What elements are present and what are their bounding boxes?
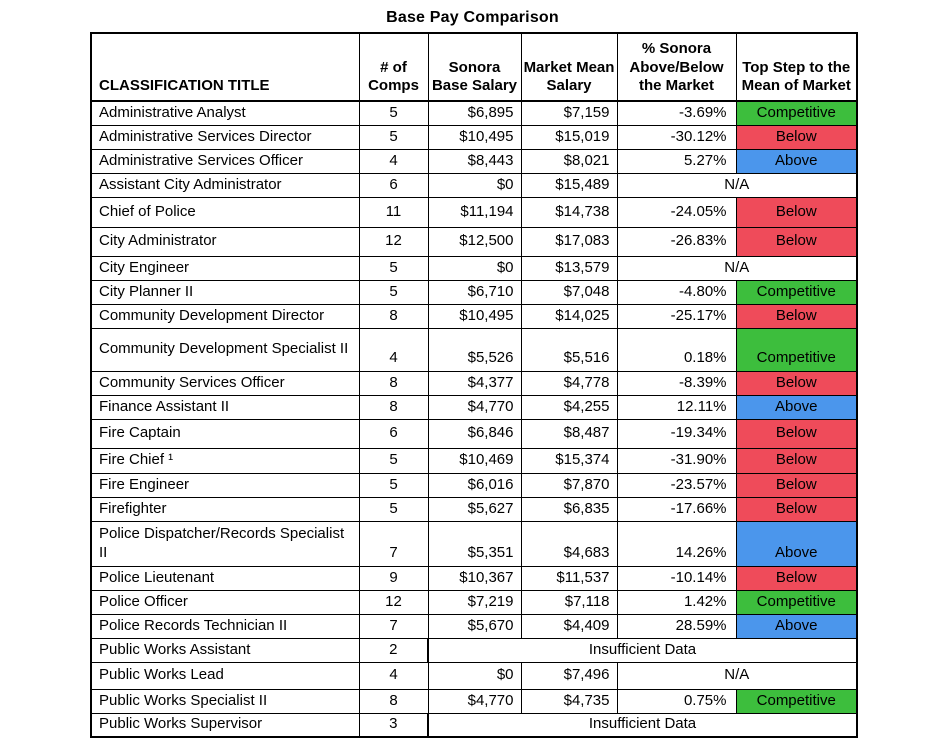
pct-cell: -17.66% [617, 497, 736, 521]
comps-cell: 8 [359, 395, 428, 419]
mean-salary-cell: $7,118 [521, 590, 617, 614]
comps-cell: 5 [359, 256, 428, 280]
classification-cell: Police Dispatcher/Records Specialist II [91, 521, 359, 566]
pct-cell: 0.75% [617, 689, 736, 713]
table-header [91, 33, 857, 101]
header-row [91, 33, 857, 101]
comps-cell: 7 [359, 521, 428, 566]
table-row [91, 227, 857, 256]
table-row [91, 473, 857, 497]
status-cell: Below [736, 497, 857, 521]
classification-cell: Community Services Officer [91, 371, 359, 395]
table-row [91, 638, 857, 662]
pct-cell: 14.26% [617, 521, 736, 566]
comps-cell: 5 [359, 448, 428, 473]
mean-salary-cell: $5,516 [521, 328, 617, 371]
table-row [91, 521, 857, 566]
table-body [91, 101, 857, 737]
comps-cell: 5 [359, 280, 428, 304]
mean-salary-cell: $7,159 [521, 101, 617, 125]
mean-salary-cell: $7,496 [521, 662, 617, 689]
base-salary-cell: $6,710 [428, 280, 521, 304]
status-cell: Below [736, 125, 857, 149]
status-cell: Competitive [736, 328, 857, 371]
pct-cell: -26.83% [617, 227, 736, 256]
table-row [91, 713, 857, 737]
comps-cell: 8 [359, 689, 428, 713]
base-pay-table [90, 32, 858, 738]
classification-cell: Finance Assistant II [91, 395, 359, 419]
base-salary-cell: $5,526 [428, 328, 521, 371]
mean-salary-cell: $15,489 [521, 173, 617, 197]
base-salary-cell: $5,627 [428, 497, 521, 521]
mean-salary-cell: $15,374 [521, 448, 617, 473]
pct-cell: -24.05% [617, 197, 736, 227]
mean-salary-cell: $4,409 [521, 614, 617, 638]
table-row [91, 419, 857, 448]
pct-cell: -31.90% [617, 448, 736, 473]
header-num-comps: # of Comps [359, 33, 428, 101]
pct-cell: -23.57% [617, 473, 736, 497]
mean-salary-cell: $4,778 [521, 371, 617, 395]
base-salary-cell: $0 [428, 173, 521, 197]
pct-cell: 0.18% [617, 328, 736, 371]
page-title: Base Pay Comparison [386, 9, 559, 26]
base-salary-cell: $0 [428, 662, 521, 689]
table-row [91, 497, 857, 521]
comps-cell: 4 [359, 328, 428, 371]
classification-cell: Firefighter [91, 497, 359, 521]
comps-cell: 3 [359, 713, 428, 737]
classification-cell: Administrative Analyst [91, 101, 359, 125]
comps-cell: 5 [359, 125, 428, 149]
status-cell: Competitive [736, 590, 857, 614]
comps-cell: 8 [359, 304, 428, 328]
classification-cell: Administrative Services Officer [91, 149, 359, 173]
comps-cell: 6 [359, 173, 428, 197]
header-pct-above-below: % Sonora Above/Below the Market [617, 33, 736, 101]
mean-salary-cell: $13,579 [521, 256, 617, 280]
pct-cell: -25.17% [617, 304, 736, 328]
table-row [91, 173, 857, 197]
base-salary-cell: $4,770 [428, 689, 521, 713]
header-sonora-base-salary: Sonora Base Salary [428, 33, 521, 101]
status-cell: Competitive [736, 280, 857, 304]
base-salary-cell: $5,351 [428, 521, 521, 566]
table-row [91, 662, 857, 689]
classification-cell: Chief of Police [91, 197, 359, 227]
classification-cell: City Planner II [91, 280, 359, 304]
status-cell: Below [736, 227, 857, 256]
mean-salary-cell: $17,083 [521, 227, 617, 256]
mean-salary-cell: $8,021 [521, 149, 617, 173]
base-salary-cell: $8,443 [428, 149, 521, 173]
mean-salary-cell: $4,255 [521, 395, 617, 419]
pct-cell: 12.11% [617, 395, 736, 419]
pct-cell: 28.59% [617, 614, 736, 638]
base-salary-cell: $10,469 [428, 448, 521, 473]
comps-cell: 9 [359, 566, 428, 590]
base-salary-cell: $6,846 [428, 419, 521, 448]
status-cell: Below [736, 473, 857, 497]
base-salary-cell: $6,895 [428, 101, 521, 125]
classification-cell: Police Records Technician II [91, 614, 359, 638]
classification-cell: Police Officer [91, 590, 359, 614]
mean-salary-cell: $7,048 [521, 280, 617, 304]
comps-cell: 6 [359, 419, 428, 448]
classification-cell: Fire Engineer [91, 473, 359, 497]
comps-cell: 5 [359, 497, 428, 521]
status-cell: Above [736, 614, 857, 638]
mean-salary-cell: $4,735 [521, 689, 617, 713]
header-classification-title: CLASSIFICATION TITLE [91, 33, 359, 101]
insufficient-data-cell: Insufficient Data [428, 638, 857, 662]
base-salary-cell: $10,495 [428, 125, 521, 149]
classification-cell: City Administrator [91, 227, 359, 256]
pct-cell: -10.14% [617, 566, 736, 590]
pct-cell: 5.27% [617, 149, 736, 173]
classification-cell: Administrative Services Director [91, 125, 359, 149]
table-row [91, 304, 857, 328]
pct-cell: 1.42% [617, 590, 736, 614]
base-salary-cell: $6,016 [428, 473, 521, 497]
classification-cell: Public Works Assistant [91, 638, 359, 662]
mean-salary-cell: $14,025 [521, 304, 617, 328]
table-row [91, 371, 857, 395]
comps-cell: 2 [359, 638, 428, 662]
na-cell: N/A [617, 662, 857, 689]
status-cell: Above [736, 149, 857, 173]
status-cell: Competitive [736, 689, 857, 713]
base-salary-cell: $10,495 [428, 304, 521, 328]
pct-cell: -19.34% [617, 419, 736, 448]
status-cell: Below [736, 419, 857, 448]
insufficient-data-cell: Insufficient Data [428, 713, 857, 737]
table-row [91, 197, 857, 227]
mean-salary-cell: $11,537 [521, 566, 617, 590]
comps-cell: 8 [359, 371, 428, 395]
table-row [91, 566, 857, 590]
classification-cell: Assistant City Administrator [91, 173, 359, 197]
table-row [91, 280, 857, 304]
base-salary-cell: $10,367 [428, 566, 521, 590]
classification-cell: Public Works Supervisor [91, 713, 359, 737]
classification-cell: Public Works Lead [91, 662, 359, 689]
table-row [91, 256, 857, 280]
pct-cell: -8.39% [617, 371, 736, 395]
table-row [91, 590, 857, 614]
mean-salary-cell: $7,870 [521, 473, 617, 497]
table-row [91, 328, 857, 371]
mean-salary-cell: $4,683 [521, 521, 617, 566]
table-row [91, 395, 857, 419]
status-cell: Below [736, 371, 857, 395]
status-cell: Below [736, 566, 857, 590]
status-cell: Below [736, 448, 857, 473]
na-cell: N/A [617, 173, 857, 197]
table-row [91, 614, 857, 638]
base-salary-cell: $5,670 [428, 614, 521, 638]
classification-cell: Fire Captain [91, 419, 359, 448]
classification-cell: Community Development Specialist II [91, 328, 359, 371]
base-salary-cell: $4,377 [428, 371, 521, 395]
classification-cell: Police Lieutenant [91, 566, 359, 590]
comps-cell: 12 [359, 227, 428, 256]
base-salary-cell: $11,194 [428, 197, 521, 227]
header-top-step: Top Step to the Mean of Market [736, 33, 857, 101]
table-row [91, 689, 857, 713]
status-cell: Above [736, 395, 857, 419]
base-salary-cell: $12,500 [428, 227, 521, 256]
status-cell: Below [736, 304, 857, 328]
mean-salary-cell: $8,487 [521, 419, 617, 448]
comps-cell: 5 [359, 101, 428, 125]
pct-cell: -30.12% [617, 125, 736, 149]
pct-cell: -4.80% [617, 280, 736, 304]
mean-salary-cell: $6,835 [521, 497, 617, 521]
status-cell: Competitive [736, 101, 857, 125]
comps-cell: 12 [359, 590, 428, 614]
table-row [91, 448, 857, 473]
base-salary-cell: $7,219 [428, 590, 521, 614]
header-market-mean-salary: Market Mean Salary [521, 33, 617, 101]
comps-cell: 11 [359, 197, 428, 227]
status-cell: Above [736, 521, 857, 566]
base-salary-cell: $0 [428, 256, 521, 280]
table-row [91, 125, 857, 149]
classification-cell: Public Works Specialist II [91, 689, 359, 713]
mean-salary-cell: $14,738 [521, 197, 617, 227]
classification-cell: City Engineer [91, 256, 359, 280]
comps-cell: 4 [359, 662, 428, 689]
base-salary-cell: $4,770 [428, 395, 521, 419]
mean-salary-cell: $15,019 [521, 125, 617, 149]
comps-cell: 5 [359, 473, 428, 497]
pct-cell: -3.69% [617, 101, 736, 125]
table-row [91, 101, 857, 125]
status-cell: Below [736, 197, 857, 227]
comps-cell: 4 [359, 149, 428, 173]
classification-cell: Fire Chief ¹ [91, 448, 359, 473]
comps-cell: 7 [359, 614, 428, 638]
classification-cell: Community Development Director [91, 304, 359, 328]
na-cell: N/A [617, 256, 857, 280]
table-row [91, 149, 857, 173]
